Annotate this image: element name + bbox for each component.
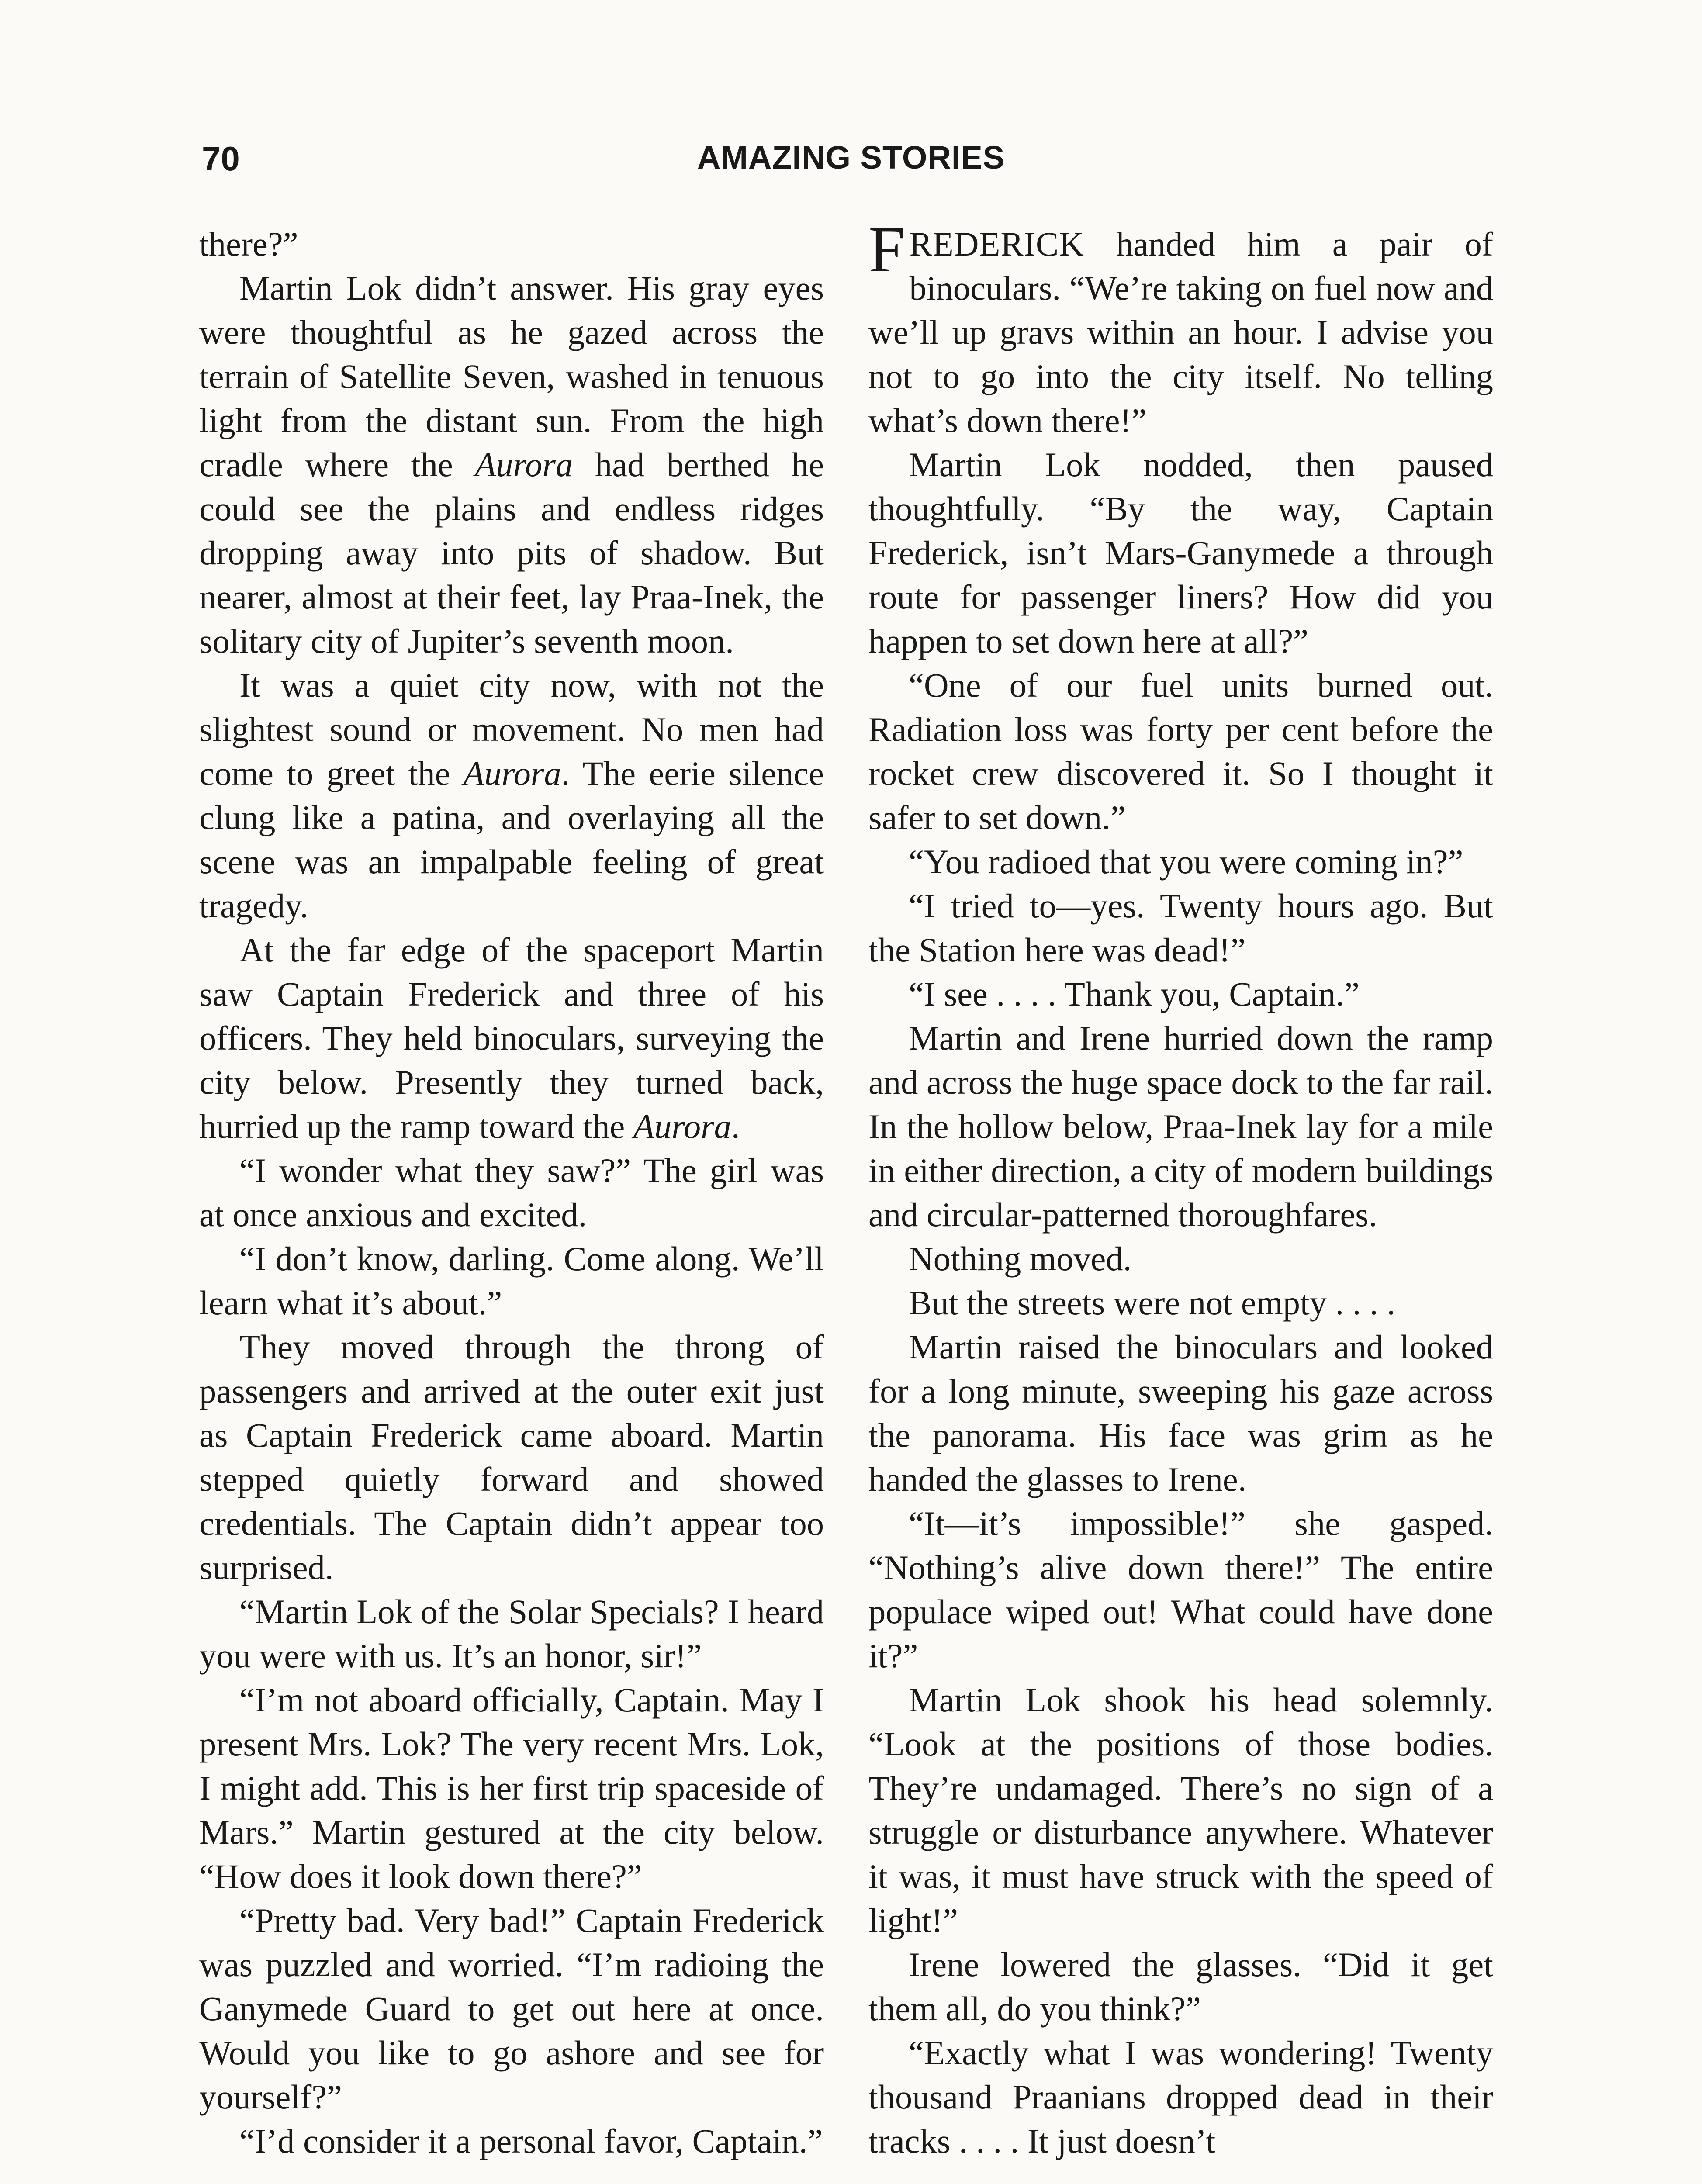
text-run: . (731, 1107, 740, 1145)
lead-caps: REDERICK (909, 225, 1084, 263)
paragraph: Martin and Irene hurried down the ramp and across the huge space dock to the far rail. In the hollow below, Praa-Inek lay for a mile in either direction, a city of modern buildings and circular-patterned thoroughfares. (868, 1019, 1493, 1234)
paragraph: “I wonder what they saw?” The girl was at once anxious and excited. (199, 1151, 824, 1234)
paragraph: “Exactly what I was wondering! Twenty thousand Praanians dropped dead in their tracks . . . . It just doesn’t (868, 2034, 1493, 2160)
drop-cap: F (868, 213, 905, 286)
paragraph: Martin raised the binoculars and looked for a long minute, sweeping his gaze across the panorama. His face was grim as he handed the glasses to Irene. (868, 1328, 1493, 1498)
paragraph: “I tried to—yes. Twenty hours ago. But the Station here was dead!” (868, 887, 1493, 969)
paragraph: Nothing moved. (909, 1240, 1132, 1278)
page-number: 70 (202, 139, 240, 178)
right-column (868, 213, 1493, 2163)
paragraph: They moved through the throng of passengers and arrived at the outer exit just as Captain Frederick came aboard. Martin stepped quietly forward and showed credentials. The Captain didn’t appear too surprised. (199, 1328, 824, 1586)
running-head: AMAZING STORIES (697, 139, 1005, 176)
paragraph: “I don’t know, darling. Come along. We’ll learn what it’s about.” (199, 1240, 824, 1322)
ship-name: Aurora (633, 1107, 731, 1145)
text-run: Martin Lok didn’t answer. His gray eyes were thoughtful as he gazed across the terrain of Satellite Seven, washed in tenuous light from the distant sun. From the high cradle where the (199, 269, 824, 484)
page-header (202, 139, 1500, 187)
paragraph: Martin Lok shook his head solemnly. “Look at the positions of those bodies. They’re undamaged. There’s no sign of a struggle or disturbance anywhere. Whatever it was, it must have struck with the speed of light!” (868, 1681, 1493, 1939)
paragraph: “Pretty bad. Very bad!” Captain Frederick was puzzled and worried. “I’m radioing the Ganymede Guard to get out here at once. Would you like to go ashore and see for yourself?” (199, 1901, 824, 2116)
paragraph (868, 213, 1493, 442)
text-run: It was a quiet city now, with not the slightest sound or movement. No men had come to greet the (199, 666, 824, 792)
paragraph (199, 266, 824, 663)
paragraph: Martin Lok nodded, then paused thoughtfully. “By the way, Captain Frederick, isn’t Mars-Ganymede a through route for passenger liners? How did you happen to set down here at all?” (868, 446, 1493, 660)
paragraph (199, 663, 824, 928)
text-run: had berthed he could see the plains and endless ridges dropping away into pits of shadow. But nearer, almost at their feet, lay Praa-Inek, the solitary city of Jupiter’s seventh moon. (199, 446, 824, 660)
paragraph: “I see . . . . Thank you, Captain.” (909, 975, 1360, 1013)
paragraph: “You radioed that you were coming in?” (909, 843, 1463, 881)
text-run: . The eerie silence clung like a patina, and overlaying all the scene was an impalpable feeling of great tragedy. (199, 754, 824, 925)
ship-name: Aurora (463, 754, 561, 792)
paragraph: “It—it’s impossible!” she gasped. “Nothing’s alive down there!” The entire populace wiped out! What could have done it?” (868, 1504, 1493, 1675)
paragraph: “I’m not aboard officially, Captain. May I present Mrs. Lok? The very recent Mrs. Lok, I might add. This is her first trip spaceside of Mars.” Martin gestured at the city below. “How does it look down there?” (199, 1681, 824, 1895)
paragraph: “Martin Lok of the Solar Specials? I heard you were with us. It’s an honor, sir!” (199, 1593, 824, 1675)
article-body (199, 213, 1502, 2184)
paragraph: “I’d consider it a personal favor, Captain.” (239, 2122, 823, 2160)
paragraph: there?” (199, 225, 298, 263)
left-column (199, 222, 824, 2163)
paragraph: “One of our fuel units burned out. Radiation loss was forty per cent before the rocket crew discovered it. So I thought it safer to set down.” (868, 666, 1493, 836)
text-run: At the far edge of the spaceport Martin saw Captain Frederick and three of his officers. They held binoculars, surveying the city below. Presently they turned back, hurried up the ramp toward the (199, 931, 824, 1145)
paragraph: Irene lowered the glasses. “Did it get them all, do you think?” (868, 1946, 1493, 2028)
paragraph: But the streets were not empty . . . . (909, 1284, 1396, 1322)
paragraph (199, 928, 824, 1148)
ship-name: Aurora (475, 446, 573, 484)
text-run: handed him a pair of binoculars. “We’re taking on fuel now and we’ll up gravs within an hour. I advise you not to go into the city itself. No telling what’s down there!” (868, 225, 1493, 439)
